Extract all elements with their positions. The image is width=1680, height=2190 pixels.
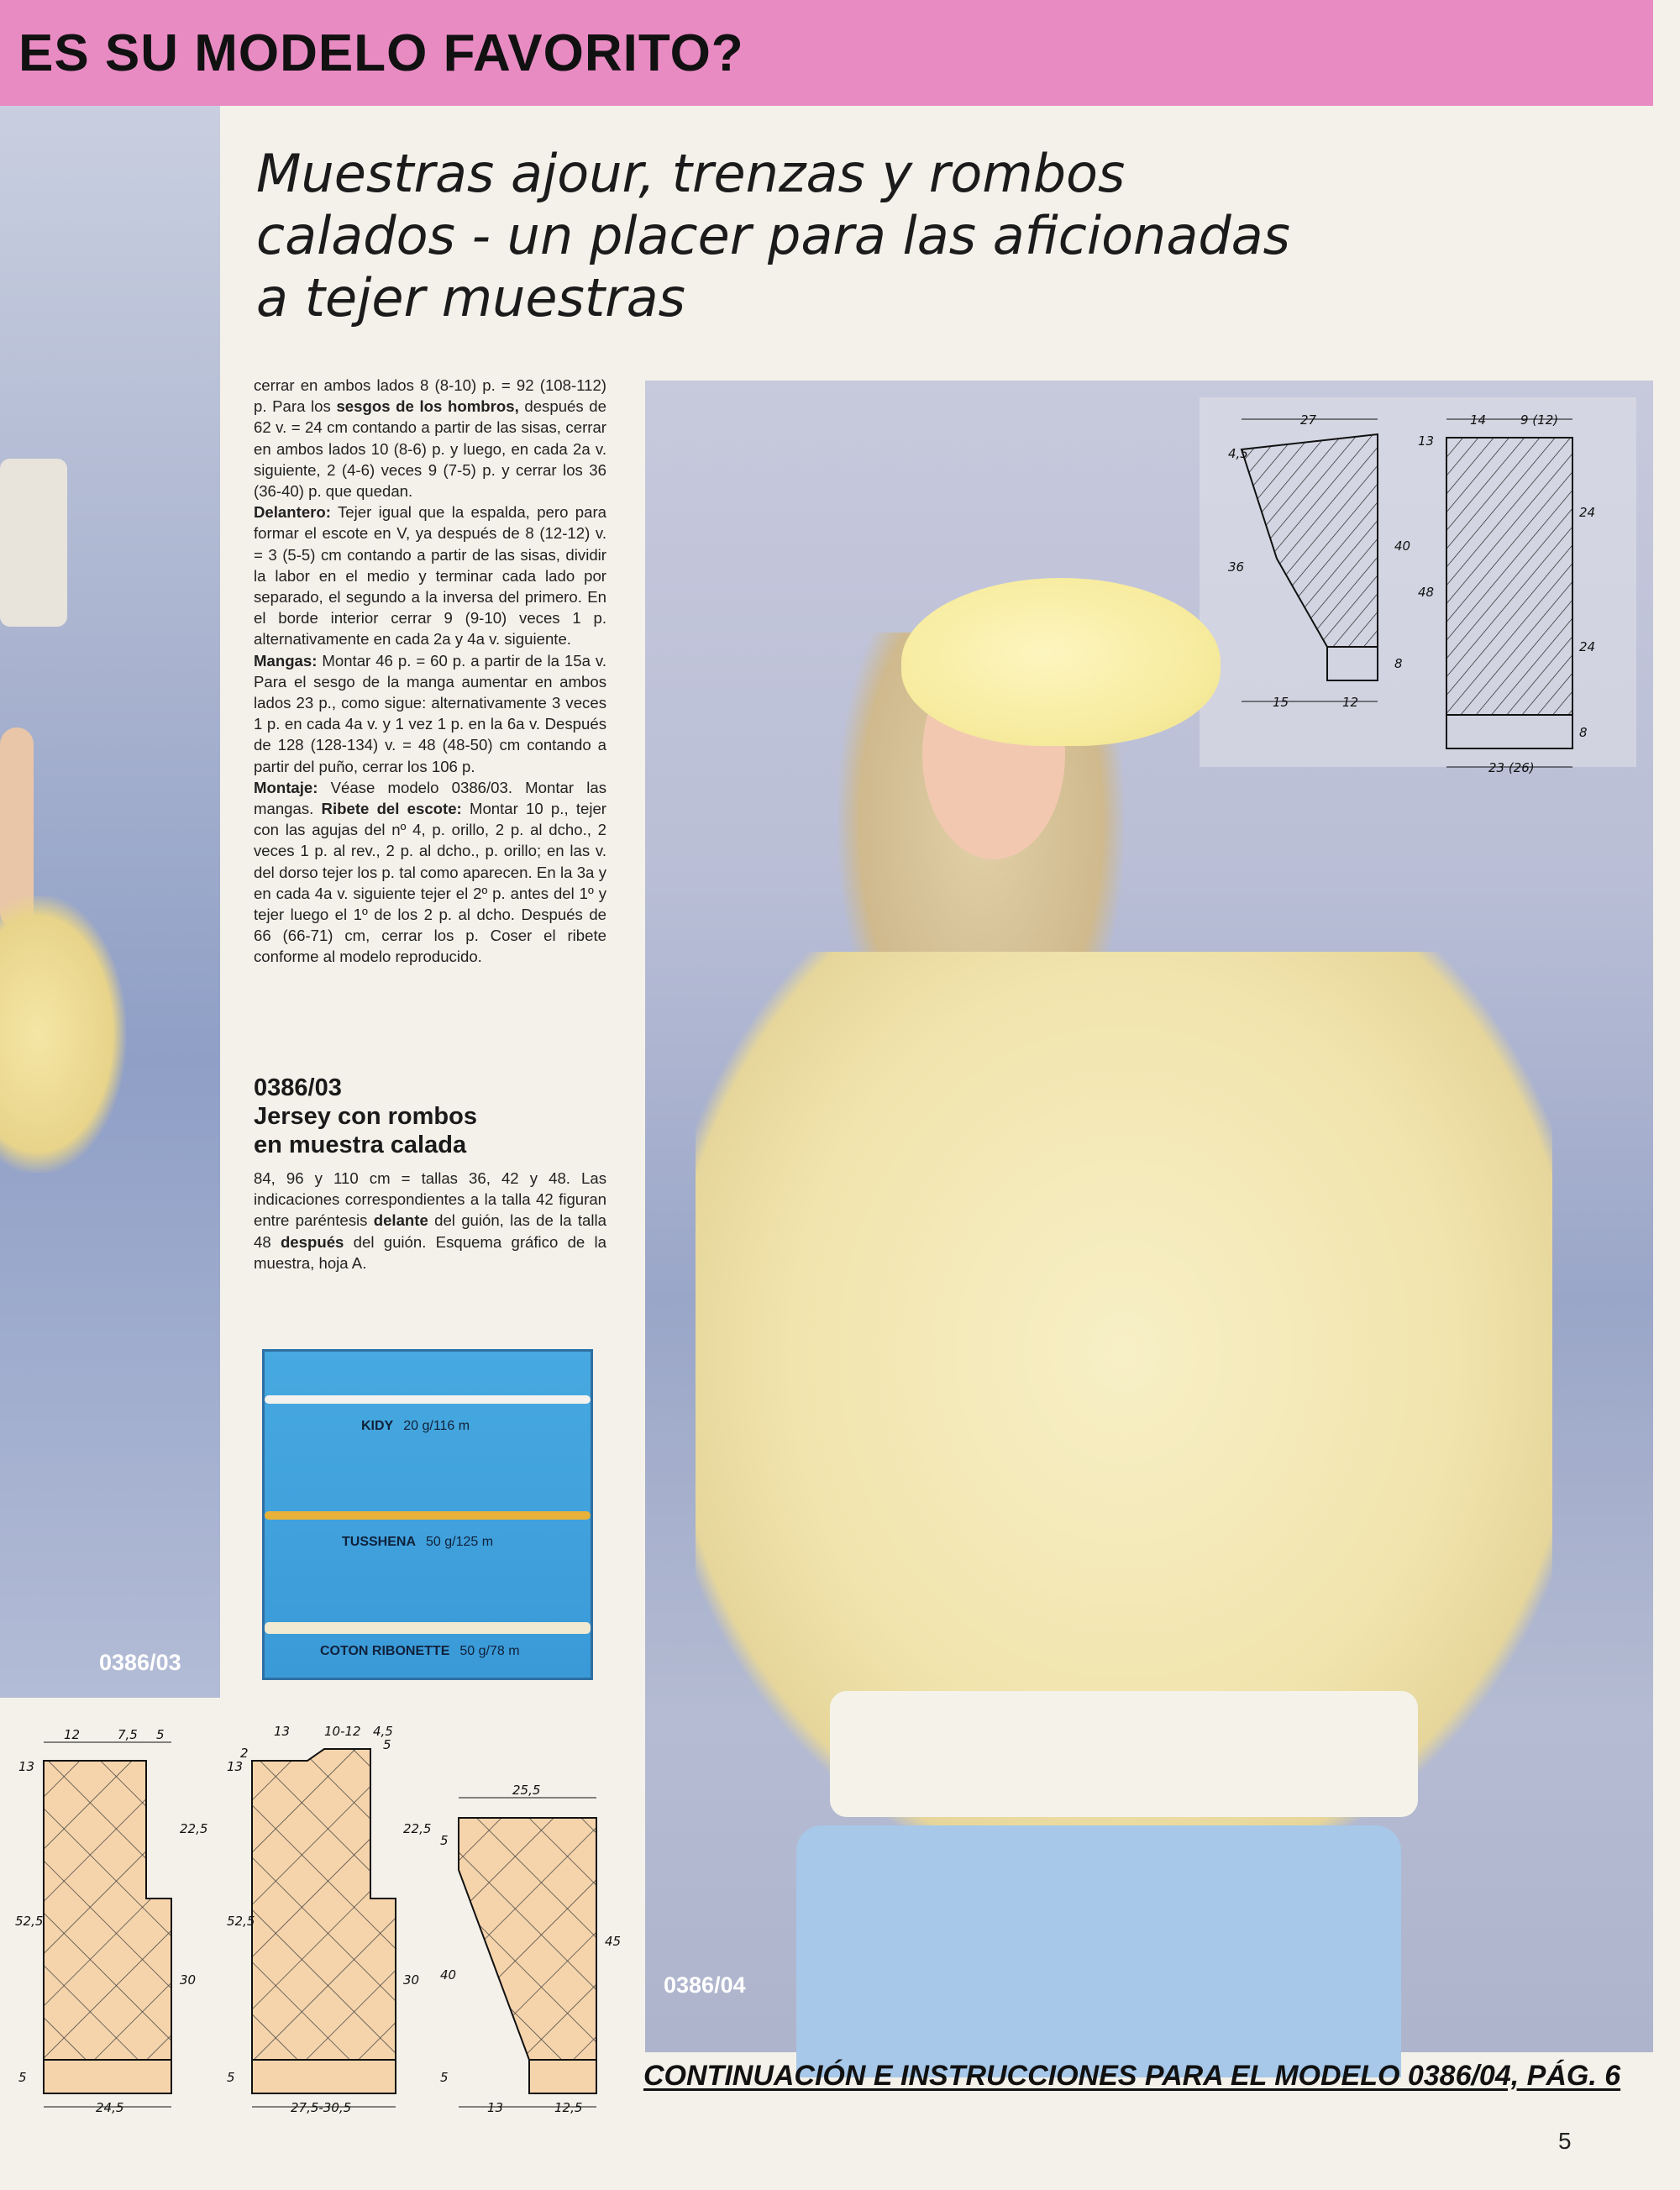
headline-line-3: a tejer muestras: [256, 267, 685, 328]
text-run: Montar 10 p., tejer con las agujas del nº 4, p. orillo, 2 p. al dcho., 2 veces 1 p. al rev., 2 p. al dcho., p. orillo; en las v. del dorso tejer los p. tal como aparecen. En la 3a y en cada 4a v. siguiente tejer el 2º p. antes del 1º y tejer luego el 1º de los 2 p. al dcho. Después de 66 (66-71) cm, cerrar los p. Coser el ribete conforme al modelo reproducido.: [254, 800, 606, 966]
dim-top-right: 9 (12): [1520, 412, 1559, 428]
yarn-name: KIDY: [361, 1419, 394, 1433]
section-label: Mangas:: [254, 651, 318, 670]
model-block: [254, 1074, 606, 1274]
yarn-spec: 50 g/125 m: [426, 1535, 494, 1549]
dim-top: 27: [1300, 412, 1317, 428]
dim-cuff: 8: [1394, 656, 1403, 671]
dim-bottom-right: 12: [1342, 695, 1359, 710]
header-band: [0, 0, 1653, 106]
dim-top-c: 4,5: [373, 1724, 393, 1739]
beret: [901, 578, 1221, 746]
dim-cuff: 5: [440, 2070, 449, 2085]
dim-top-side: 13: [1418, 433, 1435, 449]
instructions-column: [254, 375, 606, 968]
headline-line-2: calados - un placer para las aficionadas: [256, 205, 1290, 266]
model-name-line-2: en muestra calada: [254, 1132, 467, 1158]
dim-left: 40: [440, 1967, 457, 1983]
dim-top: 25,5: [512, 1783, 541, 1798]
page-header-title: ES SU MODELO FAVORITO?: [18, 24, 744, 82]
yarn-label-tusshena: [342, 1535, 493, 1550]
front-pattern-diagram: [223, 1724, 433, 2119]
yarn-samples-panel: [262, 1349, 593, 1680]
front-shape: [252, 1749, 396, 2060]
yarn-strand-coton-ribonette: [265, 1622, 591, 1634]
page-number: 5: [1558, 2128, 1572, 2154]
main-photo-code: 0386/04: [664, 1972, 746, 1998]
dim-top-b: 10-12: [324, 1724, 361, 1739]
yarn-strand-kidy: [265, 1395, 591, 1404]
sleeve-pattern-diagram-bottom: [437, 1778, 630, 2122]
yarn-spec: 50 g/78 m: [459, 1644, 520, 1658]
dim-bottom-b: 12,5: [554, 2100, 583, 2115]
sleeve-cuff: [1327, 647, 1378, 680]
dim-right: 40: [1394, 538, 1411, 554]
yarn-name: COTON RIBONETTE: [320, 1644, 450, 1658]
body-rib: [1446, 715, 1572, 748]
dim-side-top: 13: [18, 1759, 35, 1774]
yarn-label-coton-ribonette: [320, 1644, 520, 1659]
back-pattern-diagram: [12, 1724, 208, 2119]
model-number: 0386/03: [254, 1074, 342, 1101]
dim-top-a: 12: [64, 1727, 81, 1742]
section-label: Montaje:: [254, 778, 318, 796]
dim-top-c: 5: [156, 1727, 165, 1742]
text-run: del guión, las de la talla 48: [254, 1211, 606, 1251]
dim-height: 36: [1228, 559, 1245, 575]
dim-lower: 24: [1579, 639, 1596, 654]
sleeve-shape: [1242, 434, 1378, 647]
sweater-waistband: [830, 1691, 1418, 1817]
section-label: Delantero:: [254, 503, 331, 522]
sleeve-image: [0, 895, 126, 1173]
dim-upper: 5: [440, 1833, 449, 1848]
dim-top-b: 7,5: [118, 1727, 138, 1742]
sleeve-cuff: [529, 2060, 596, 2093]
model-description: [254, 1168, 606, 1274]
instructions-mangas: [254, 650, 606, 777]
continuation-note: CONTINUACIÓN E INSTRUCCIONES PARA EL MODELO 0386/04, PÁG. 6: [643, 2060, 1621, 2092]
bold-run: sesgos de los hombros,: [336, 397, 519, 416]
dim-bottom: 24,5: [96, 2100, 124, 2115]
sleeve-shape: [459, 1818, 596, 2060]
dim-lower: 30: [403, 1972, 420, 1988]
text-run: Tejer igual que la espalda, pero para formar el escote en V, ya después de 8 (12-12) v. = 3 (5-5) cm contando a partir de las sisas, dividir la labor en el medio y terminar cada lado por separado, el segundo a la inversa del primero. En el borde interior cerrar 9 (9-10) veces 1 p. alternativamente en cada 2a y 4a v. siguiente.: [254, 503, 606, 649]
dim-height: 52,5: [15, 1914, 44, 1929]
dim-side-top: 13: [227, 1759, 244, 1774]
dim-upper: 22,5: [180, 1821, 208, 1836]
dim-bottom-left: 15: [1273, 695, 1289, 710]
text-run: 84, 96 y 110 cm = tallas 36, 42 y 48. Las indicaciones correspondientes a la talla 42 figuran entre paréntesis: [254, 1169, 606, 1230]
front-rib: [252, 2060, 396, 2093]
dim-side-small: 2: [240, 1746, 249, 1761]
instructions-montaje: [254, 777, 606, 968]
yarn-strand-tusshena: [265, 1511, 591, 1520]
dim-bottom: 23 (26): [1488, 760, 1535, 775]
instructions-paragraph-1: [254, 375, 606, 502]
dim-lower: 30: [180, 1972, 197, 1988]
dim-cuff: 8: [1579, 725, 1588, 740]
text-run: Véase modelo 0386/03. Montar las mangas.: [254, 778, 606, 818]
body-shape: [1446, 438, 1572, 715]
text-run: del guión. Esquema gráfico de la muestra, hoja A.: [254, 1232, 606, 1272]
dim-left: 48: [1418, 585, 1435, 600]
text-run: cerrar en ambos lados 8 (8-10) p. = 92 (108-112) p. Para los: [254, 376, 606, 416]
dim-top-d: 5: [383, 1737, 391, 1752]
newspaper-image: [0, 459, 67, 627]
bold-run: delante: [373, 1211, 428, 1230]
instructions-delantero: [254, 502, 606, 649]
dim-right: 45: [605, 1934, 622, 1949]
text-run: después de 62 v. = 24 cm contando a partir de las sisas, cerrar en ambos lados 10 (8-6) p. y luego, en cada 2a v. siguiente, 2 (4-6) veces 9 (7-5) p. y cerrar los 36 (36-40) p. que quedan.: [254, 397, 606, 501]
dim-left-small: 4,5: [1228, 446, 1248, 461]
body-pattern-diagram-top: [1411, 407, 1604, 777]
dim-top-left: 14: [1470, 412, 1487, 428]
dim-cuff: 5: [18, 2070, 27, 2085]
trousers: [796, 1825, 1401, 2077]
text-run: Montar 46 p. = 60 p. a partir de la 15a v. Para el sesgo de la manga aumentar en ambos lados 23 p., como sigue: alternativamente 3 veces 1 p. en cada 4a v. y 1 vez 1 p. en la 6a v. Después de 128 (128-134) v. = 48 (48-50) cm contando a partir del puño, cerrar los 106 p.: [254, 651, 606, 775]
left-photo-strip: [0, 106, 220, 1698]
dim-bottom-a: 13: [487, 2100, 504, 2115]
dim-upper: 22,5: [403, 1821, 432, 1836]
section-label: Ribete del escote:: [321, 800, 462, 818]
back-shape: [44, 1761, 171, 2060]
headline-line-1: Muestras ajour, trenzas y rombos: [256, 143, 1126, 204]
dim-bottom: 27,5-30,5: [291, 2100, 352, 2115]
model-name-line-1: Jersey con rombos: [254, 1103, 477, 1130]
dim-cuff: 5: [227, 2070, 235, 2085]
dim-height: 52,5: [227, 1914, 255, 1929]
left-photo-code: 0386/03: [99, 1650, 181, 1675]
headline: [256, 143, 1516, 329]
dim-top-a: 13: [274, 1724, 291, 1739]
back-rib: [44, 2060, 171, 2093]
dim-upper: 24: [1579, 505, 1596, 520]
yarn-spec: 20 g/116 m: [403, 1419, 470, 1433]
yarn-label-kidy: [361, 1419, 470, 1434]
yarn-name: TUSSHENA: [342, 1535, 417, 1549]
bold-run: después: [280, 1232, 344, 1251]
